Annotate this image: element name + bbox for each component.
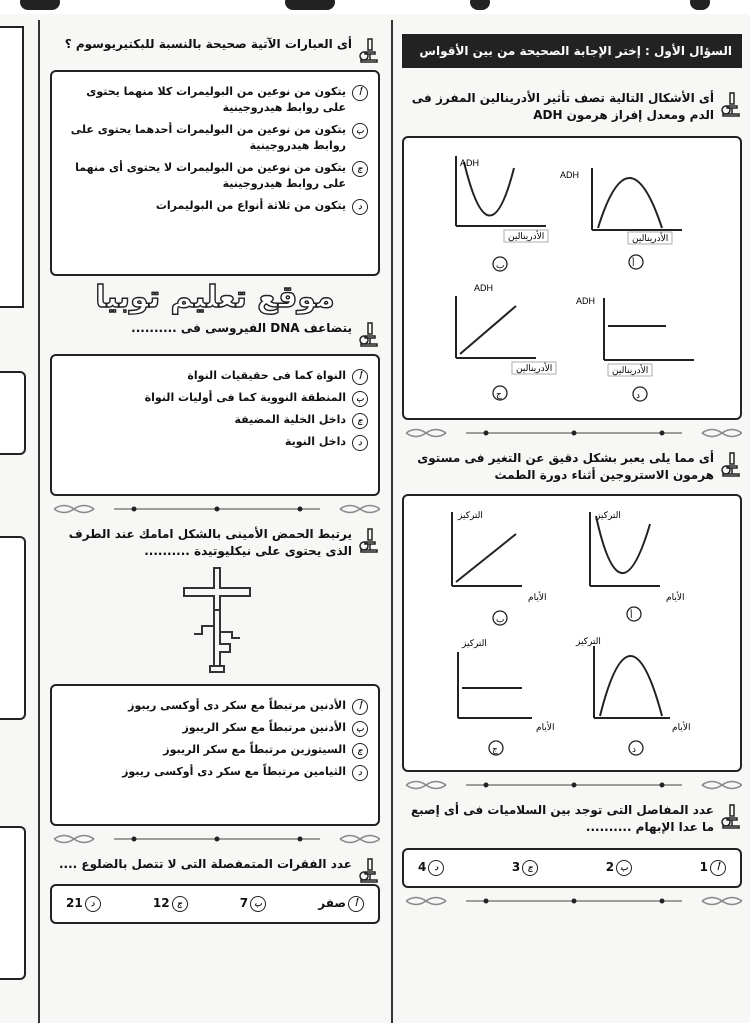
option-d[interactable]: د 21 <box>66 896 101 910</box>
adh-graphs-box <box>402 136 742 420</box>
option-c[interactable]: ج 3 <box>512 860 538 874</box>
graph-inverted-u <box>575 636 690 755</box>
question-phalanges: عدد المفاصل التى توجد بين السلاميات فى أى إصبع ما عدا الإبهام .......... <box>402 802 742 836</box>
microscope-icon <box>356 320 380 348</box>
axis-x-label: الأيام <box>536 722 555 732</box>
axis-x-label: الأدرينالين <box>516 363 553 373</box>
axis-x-label: الأدرينالين <box>508 231 545 241</box>
option-d[interactable]: د الثيامين مرتبطاً مع سكر دى أوكسى ريبوز <box>62 764 368 780</box>
right-column <box>402 22 742 918</box>
microscope-icon <box>356 856 380 884</box>
question-vertebrae: عدد الفقرات المتمفصلة التى لا تتصل بالضلوع .... <box>50 856 380 880</box>
vertebrae-options <box>50 884 380 924</box>
graph-inverted-u <box>560 168 682 269</box>
graph-mark: ج <box>492 744 498 754</box>
graph-linear <box>452 510 546 625</box>
question-trna: يرتبط الحمض الأمينى بالشكل امامك عند الطرف الذى يحتوى على نيكليوتيدة .......... <box>50 526 380 560</box>
section-title: السؤال الأول : إختر الإجابة الصحيحة من بين الأقواس <box>402 34 742 68</box>
option-b[interactable]: ب 2 <box>606 860 632 874</box>
graph-mark: ب <box>496 614 505 624</box>
viral-dna-options <box>50 354 380 496</box>
graph-constant <box>576 296 694 401</box>
phalanges-options <box>402 848 742 888</box>
option-c[interactable]: ج يتكون من نوعين من البوليمرات لا يحتوى أى منهما على روابط هيدروجينية <box>62 160 368 192</box>
question-viral-dna: يتضاعف DNA الفيروسى فى .......... <box>50 320 380 350</box>
microscope-icon <box>718 802 742 830</box>
decor-blob <box>690 0 710 10</box>
question-bacteriosome: أى العبارات الآتية صحيحة بالنسبة للبكتيريوسوم ؟ <box>50 36 380 66</box>
dna-divider <box>54 832 380 846</box>
dna-divider <box>54 502 380 516</box>
axis-x-label: الأيام <box>666 592 685 602</box>
option-c[interactable]: ج السيتوزين مرتبطاً مع سكر الريبوز <box>62 742 368 758</box>
question-adh: أى الأشكال التالية تصف تأثير الأدرينالين المفرز فى الدم ومعدل إفراز هرمون ADH <box>402 90 742 124</box>
estrogen-graphs <box>404 496 740 770</box>
graph-linear <box>456 283 556 400</box>
axis-y-label: التركيز <box>576 636 601 646</box>
dna-divider <box>406 894 742 908</box>
axis-y-label: ADH <box>576 296 596 306</box>
site-logo: موقع تعليم توبيا <box>95 280 335 315</box>
axis-y-label: التركيز <box>596 510 621 520</box>
option-c[interactable]: ج داخل الخلية المضيفة <box>62 412 368 428</box>
microscope-icon <box>718 450 742 478</box>
question-estrogen: أى مما يلى يعبر بشكل دقيق عن التغير فى مستوى هرمون الاستروجين أثناء دورة الطمث <box>402 450 742 484</box>
option-d[interactable]: د يتكون من ثلاثة أنواع من البوليمرات <box>62 198 368 214</box>
option-d[interactable]: د 4 <box>418 860 444 874</box>
option-a[interactable]: أ صفر <box>318 896 364 910</box>
axis-x-label: الأدرينالين <box>612 365 649 375</box>
axis-x-label: الأيام <box>528 592 547 602</box>
graph-mark: ب <box>496 260 505 270</box>
decor-blob <box>20 0 60 10</box>
column-separator <box>38 20 40 1023</box>
graph-constant <box>458 638 554 755</box>
trna-options <box>50 684 380 826</box>
graph-mark: ج <box>496 389 502 399</box>
axis-x-label: الأيام <box>672 722 691 732</box>
graph-mark: د <box>636 390 641 400</box>
option-a[interactable]: أ الأدنين مرتبطاً مع سكر دى أوكسى ريبوز <box>62 698 368 714</box>
axis-y-label: التركيز <box>462 638 487 648</box>
graph-mark: أ <box>630 610 633 620</box>
column-separator <box>391 20 393 1023</box>
graph-u-shape <box>456 156 548 271</box>
axis-y-label: ADH <box>460 158 480 168</box>
dna-divider <box>406 426 742 440</box>
axis-y-label: التركيز <box>458 510 483 520</box>
microscope-icon <box>718 90 742 118</box>
microscope-icon <box>356 526 380 554</box>
graph-mark: د <box>632 744 637 754</box>
axis-x-label: الأدرينالين <box>632 233 669 243</box>
option-c[interactable]: ج 12 <box>153 896 188 910</box>
axis-y-label: ADH <box>474 283 494 293</box>
top-band <box>0 0 750 14</box>
middle-column <box>50 22 380 924</box>
estrogen-graphs-box <box>402 494 742 772</box>
bacteriosome-options <box>50 70 380 276</box>
option-b[interactable]: ب يتكون من نوعين من البوليمرات أحدهما يحتوى على روابط هيدروجينية <box>62 122 368 154</box>
option-a[interactable]: أ 1 <box>700 860 726 874</box>
option-b[interactable]: ب المنطقة النووية كما فى أوليات النواة <box>62 390 368 406</box>
graph-mark: أ <box>632 258 635 268</box>
option-a[interactable]: أ يتكون من نوعين من البوليمرات كلا منهما يحتوى على روابط هيدروجينية <box>62 84 368 116</box>
decor-blob <box>285 0 335 10</box>
left-partial-column <box>0 26 30 1026</box>
graph-u-shape <box>590 510 684 621</box>
option-b[interactable]: ب الأدنين مرتبطاً مع سكر الريبوز <box>62 720 368 736</box>
axis-y-label: ADH <box>560 170 580 180</box>
option-d[interactable]: د داخل النوية <box>62 434 368 450</box>
microscope-icon <box>356 36 380 64</box>
option-b[interactable]: ب 7 <box>240 896 266 910</box>
option-a[interactable]: أ النواة كما فى حقيقيات النواة <box>62 368 368 384</box>
adh-graphs <box>404 138 740 418</box>
dna-divider <box>406 778 742 792</box>
decor-blob <box>470 0 490 10</box>
trna-diagram <box>54 562 380 680</box>
